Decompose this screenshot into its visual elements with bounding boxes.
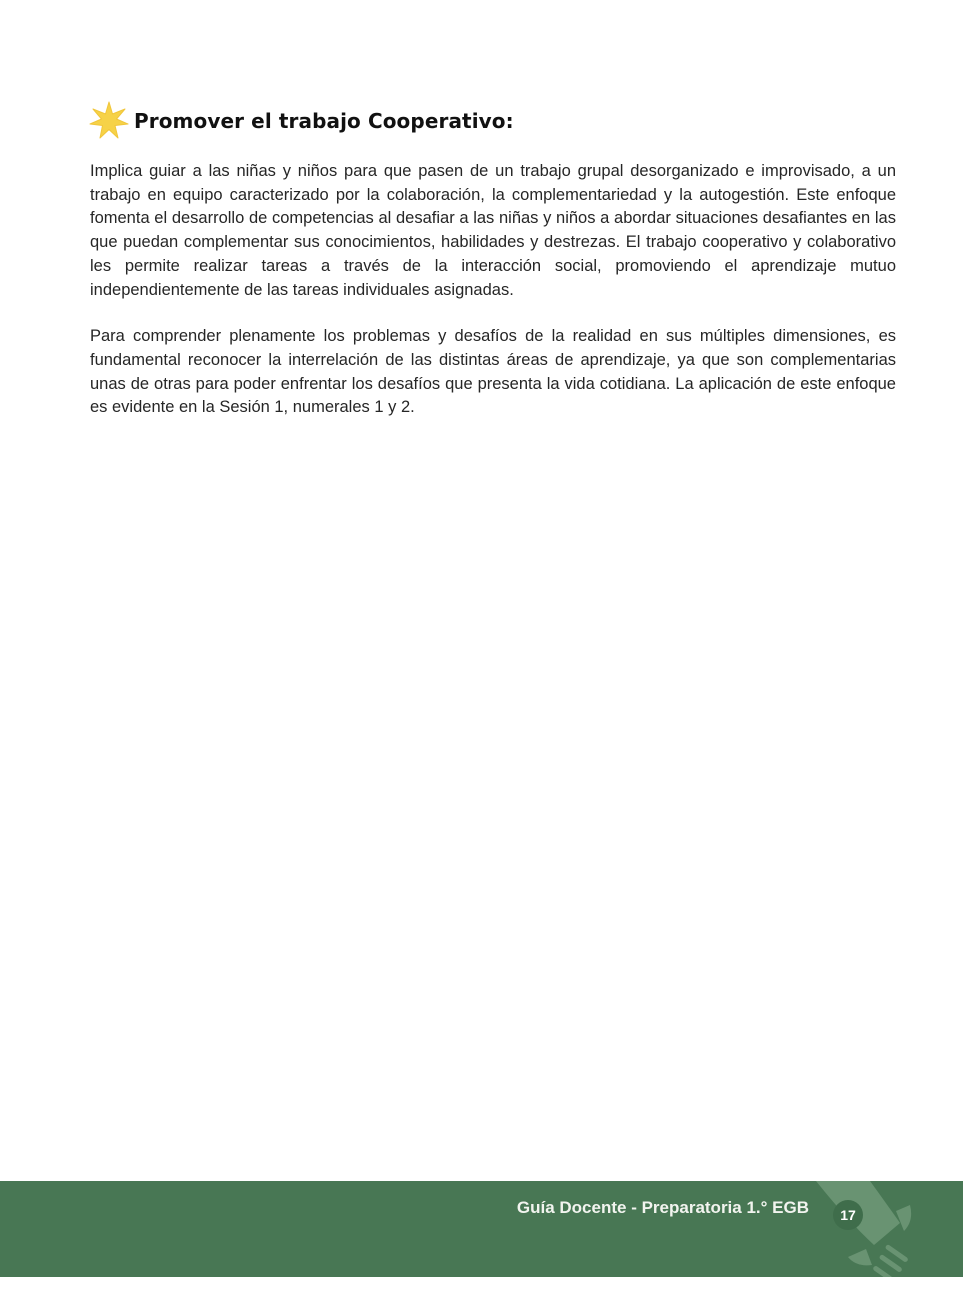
footer-band <box>0 1181 963 1277</box>
footer-label: Guía Docente - Preparatoria 1.° EGB <box>516 1198 809 1217</box>
star-icon <box>88 100 130 142</box>
section-title: Promover el trabajo Cooperativo: <box>134 109 514 133</box>
section-heading <box>88 98 888 144</box>
rocket-icon <box>808 1181 918 1277</box>
page-number-badge <box>833 1200 863 1230</box>
paragraph-application: Para comprender plenamente los problemas y desafíos de la realidad en sus múltiples dimensiones, es fundamental reconocer la interrelación de las distintas áreas de aprendizaje, ya que son complementarias unas de otras para poder enfrentar los desafíos que presenta la vida cotidiana. La aplicación de este enfoque es evidente en la Sesión 1, numerales 1 y 2. <box>90 327 896 417</box>
paragraph-intro: Implica guiar a las niñas y niños para que pasen de un trabajo grupal desorganizado e improvisado, a un trabajo en equipo caracterizado por la colaboración, la complementariedad y la autogestión. Este enfoque fomenta el desarrollo de competencias al desafiar a las niñas y niños a abordar situaciones desafiantes en las que puedan complementar sus conocimientos, habilidades y destrezas. El trabajo cooperativo y colaborativo les permite realizar tareas a través de la interacción social, promoviendo el aprendizaje mutuo independientemente de las tareas individuales asignadas. <box>90 162 896 299</box>
page-number: 17 <box>840 1207 856 1223</box>
body-text <box>90 160 896 443</box>
